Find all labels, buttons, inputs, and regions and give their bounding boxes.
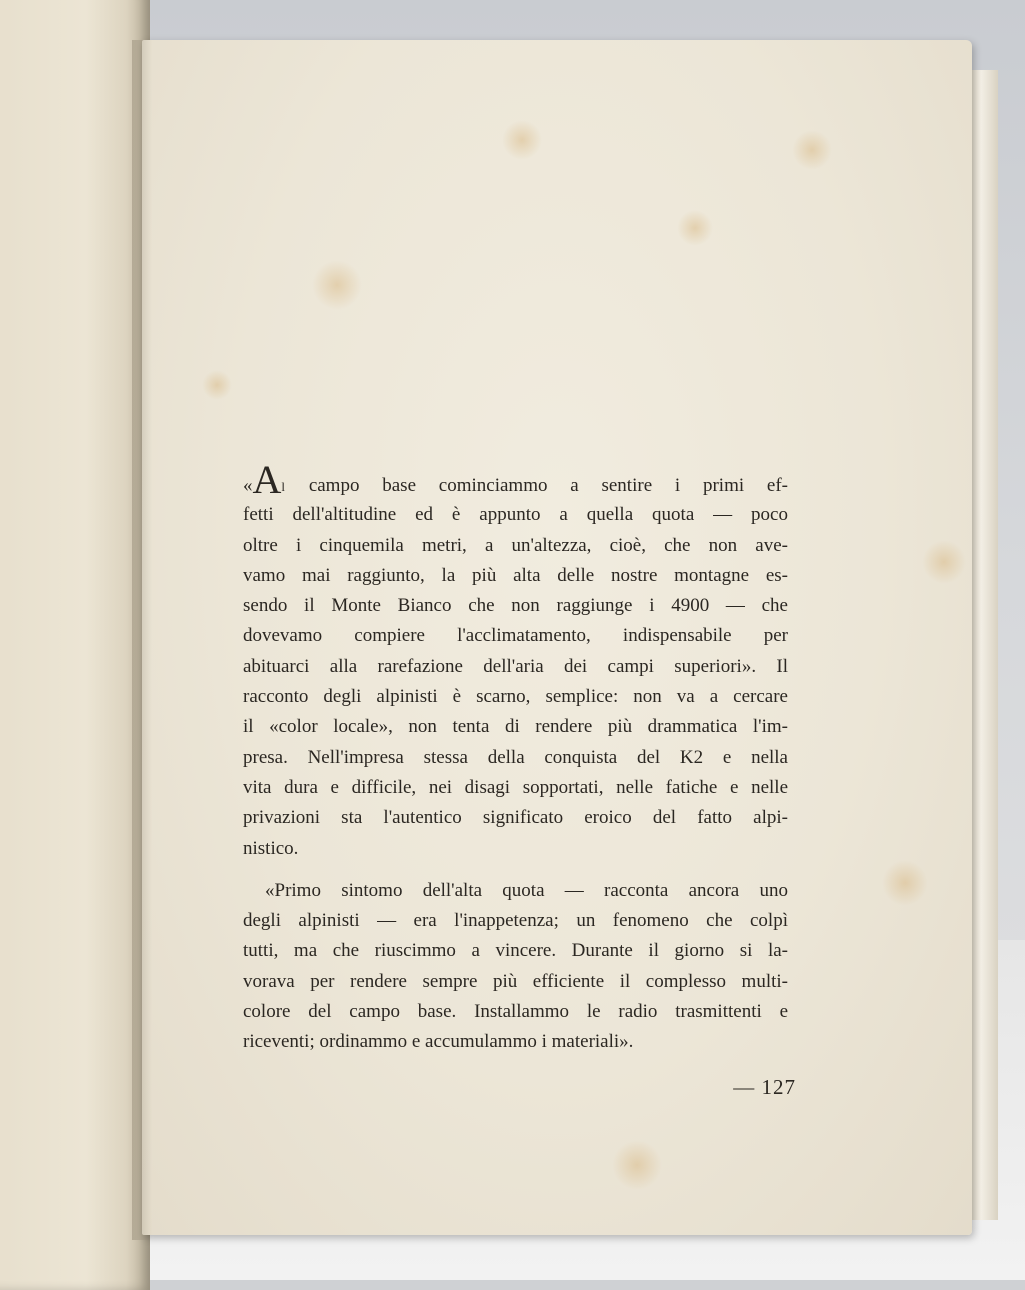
foxing-spot [882,860,928,906]
text-line: il «color locale», non tenta di rendere più drammatica l'im- [243,716,788,738]
text-line: vorava per rendere sempre più efficiente il complesso multi- [243,970,788,992]
line-text: campo base cominciammo a sentire i primi ef- [308,475,789,496]
text-line: nistico. [243,837,299,859]
text-line [243,457,789,502]
page-number: — 127 [733,1075,796,1099]
text-line: sendo il Monte Bianco che non raggiunge i 4900 — che [243,595,788,617]
text-line: «Primo sintomo dell'alta quota — racconta ancora uno [265,879,788,901]
foxing-spot [612,1140,662,1190]
page-gutter [132,40,152,1240]
left-page [0,0,150,1290]
small-caps: l [281,479,287,494]
text-line: dovevamo compiere l'acclimatamento, indispensabile per [243,625,788,647]
foxing-spot [922,540,966,584]
foxing-spot [312,260,362,310]
foxing-spot [677,210,713,246]
text-line: fetti dell'altitudine ed è appunto a quella quota — poco [243,504,788,526]
text-line: vita dura e difficile, nei disagi sopportati, nelle fatiche e nelle [243,776,788,798]
text-line: racconto degli alpinisti è scarno, semplice: non va a cercare [243,686,788,708]
page-stack-edge [970,70,998,1220]
foxing-spot [502,120,542,160]
foxing-spot [792,130,832,170]
text-line: tutti, ma che riuscimmo a vincere. Durante il giorno si la- [243,940,788,962]
text-line: privazioni sta l'autentico significato eroico del fatto alpi- [243,807,788,829]
drop-cap: A [252,457,282,502]
text-line: abituarci alla rarefazione dell'aria dei campi superiori». Il [243,655,788,677]
open-quote: « [243,475,253,496]
text-line: presa. Nell'impresa stessa della conquista del K2 e nella [243,746,788,768]
body-text [243,457,789,1058]
text-line: riceventi; ordinammo e accumulammo i materiali». [243,1031,634,1053]
foxing-spot [202,370,232,400]
text-line: vamo mai raggiunto, la più alta delle nostre montagne es- [243,564,788,586]
text-line: colore del campo base. Installammo le radio trasmittenti e [243,1001,788,1023]
text-line: oltre i cinquemila metri, a un'altezza, cioè, che non ave- [243,534,788,556]
text-line: degli alpinisti — era l'inappetenza; un fenomeno che colpì [243,910,788,932]
